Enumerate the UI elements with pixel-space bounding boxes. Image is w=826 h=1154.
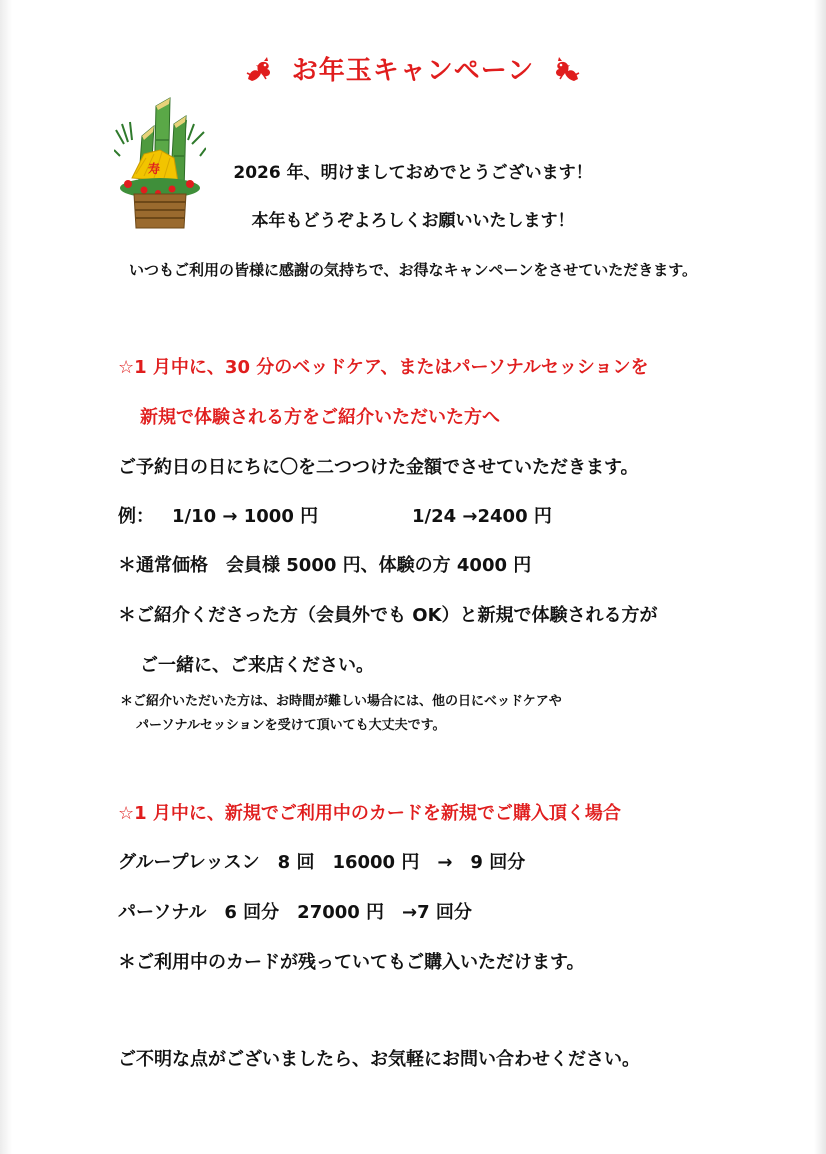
dragon-icon-left — [244, 55, 274, 85]
campaign-title: お年玉キャンペーン — [291, 56, 535, 86]
example-label: 例： — [118, 506, 154, 527]
campaign1-rule: ご予約日の日にちに〇を二つつけた金額でさせていただきます。 — [118, 457, 639, 478]
campaign1-note-2: ご一緒に、ご来店ください。 — [140, 655, 374, 676]
campaign1-note-1: ＊ご紹介くださった方（会員外でも OK）と新規で体験される方が — [118, 605, 658, 626]
example-2: 1/24 →2400 円 — [412, 506, 552, 527]
greeting-line-3: いつもご利用の皆様に感謝の気持ちで、お得なキャンペーンをさせていただきます。 — [128, 261, 698, 279]
fan-kanji: 寿 — [148, 162, 161, 176]
dragon-icon-right — [552, 55, 582, 85]
campaign1-small-note-2: パーソナルセッションを受けて頂いても大丈夫です。 — [136, 718, 446, 733]
personal-offer: パーソナル 6 回分 27000 円 →7 回分 — [118, 902, 472, 923]
campaign2-heading: ☆1 月中に、新規でご利用中のカードを新規でご購入頂く場合 — [118, 803, 621, 824]
normal-price: ＊通常価格 会員様 5000 円、体験の方 4000 円 — [118, 555, 532, 576]
campaign2-note: ＊ご利用中のカードが残っていてもご購入いただけます。 — [118, 952, 585, 973]
campaign1-heading-2: 新規で体験される方をご紹介いただいた方へ — [140, 407, 500, 428]
greeting-line-2: 本年もどうぞよろしくお願いいたします！ — [251, 211, 575, 231]
group-lesson-offer: グループレッスン 8 回 16000 円 → 9 回分 — [118, 852, 526, 873]
greeting-line-1: 2026 年、明けましておめでとうございます！ — [233, 163, 593, 183]
campaign-title-row — [0, 50, 826, 87]
campaign1-small-note-1: ＊ご紹介いただいた方は、お時間が難しい場合には、他の日にベッドケアや — [120, 694, 562, 709]
closing-message: ご不明な点がございましたら、お気軽にお問い合わせください。 — [118, 1049, 640, 1070]
campaign1-heading-1: ☆1 月中に、30 分のベッドケア、またはパーソナルセッションを — [118, 357, 649, 378]
example-1: 1/10 → 1000 円 — [172, 506, 319, 527]
